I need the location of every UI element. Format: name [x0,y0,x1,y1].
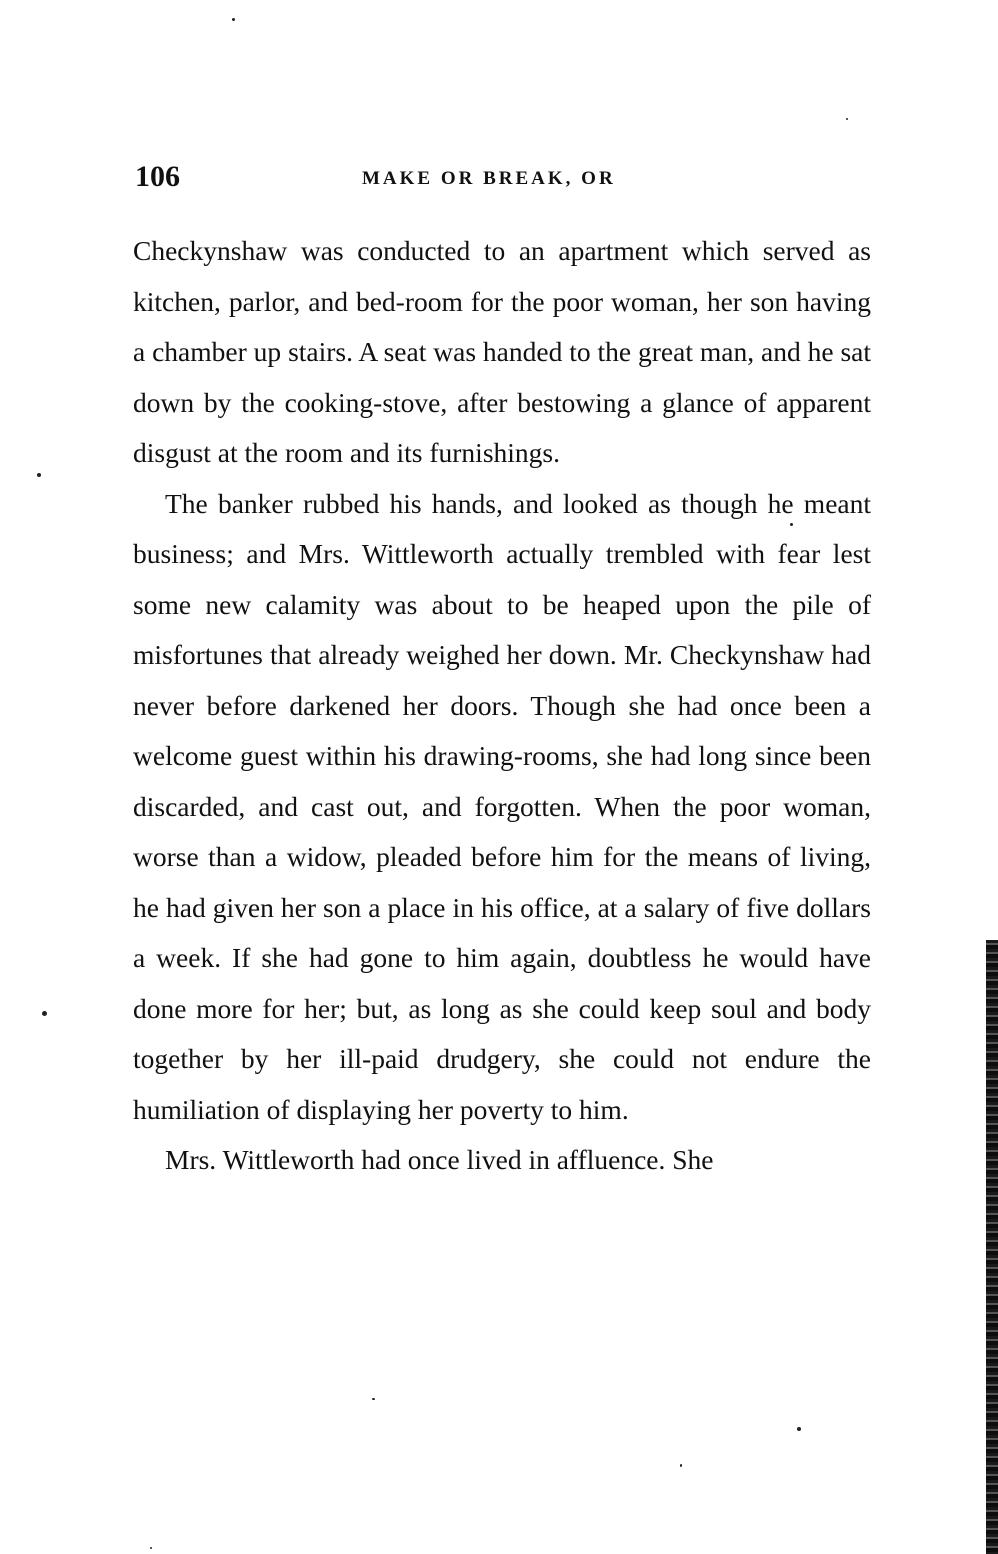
scan-speck [797,1427,801,1431]
scan-speck [37,473,41,477]
scan-speck [150,1547,152,1549]
body-text [133,226,871,1186]
running-title: MAKE OR BREAK, OR [362,168,616,189]
paragraph-2: The banker rubbed his hands, and looked as though he meant business; and Mrs. Wittleworth actually trembled with fear lest some new calamity was about to be heaped upon the pile of misfortunes that already weighed her down. Mr. Checkynshaw had never before darkened her doors. Though she had once been a welcome guest within his drawing-rooms, she had long since been discarded, and cast out, and forgotten. When the poor woman, worse than a widow, pleaded before him for the means of living, he had given her son a place in his office, at a salary of five dollars a week. If she had gone to him again, doubtless he would have done more for her; but, as long as she could keep soul and body together by her ill-paid drudgery, she could not endure the humiliation of displaying her poverty to him. [133,487,871,1125]
scan-speck [232,18,235,21]
page-edge-shadow [986,940,998,1554]
paragraph-1: Checkynshaw was conducted to an apartment which served as kitchen, parlor, and bed-room for the poor woman, her son having a chamber up stairs. A seat was handed to the great man, and he sat down by the cooking-stove, after bestowing a glance of apparent disgust at the room and its furnishings. [133,235,871,468]
page-number: 106 [135,160,180,193]
scan-speck [372,1398,375,1400]
scan-speck [790,523,793,526]
scan-speck [42,1011,47,1016]
page-header [135,160,870,200]
scan-speck [680,1464,682,1467]
paragraph-3: Mrs. Wittleworth had once lived in affluence. She [165,1144,714,1175]
scan-speck [846,118,848,120]
